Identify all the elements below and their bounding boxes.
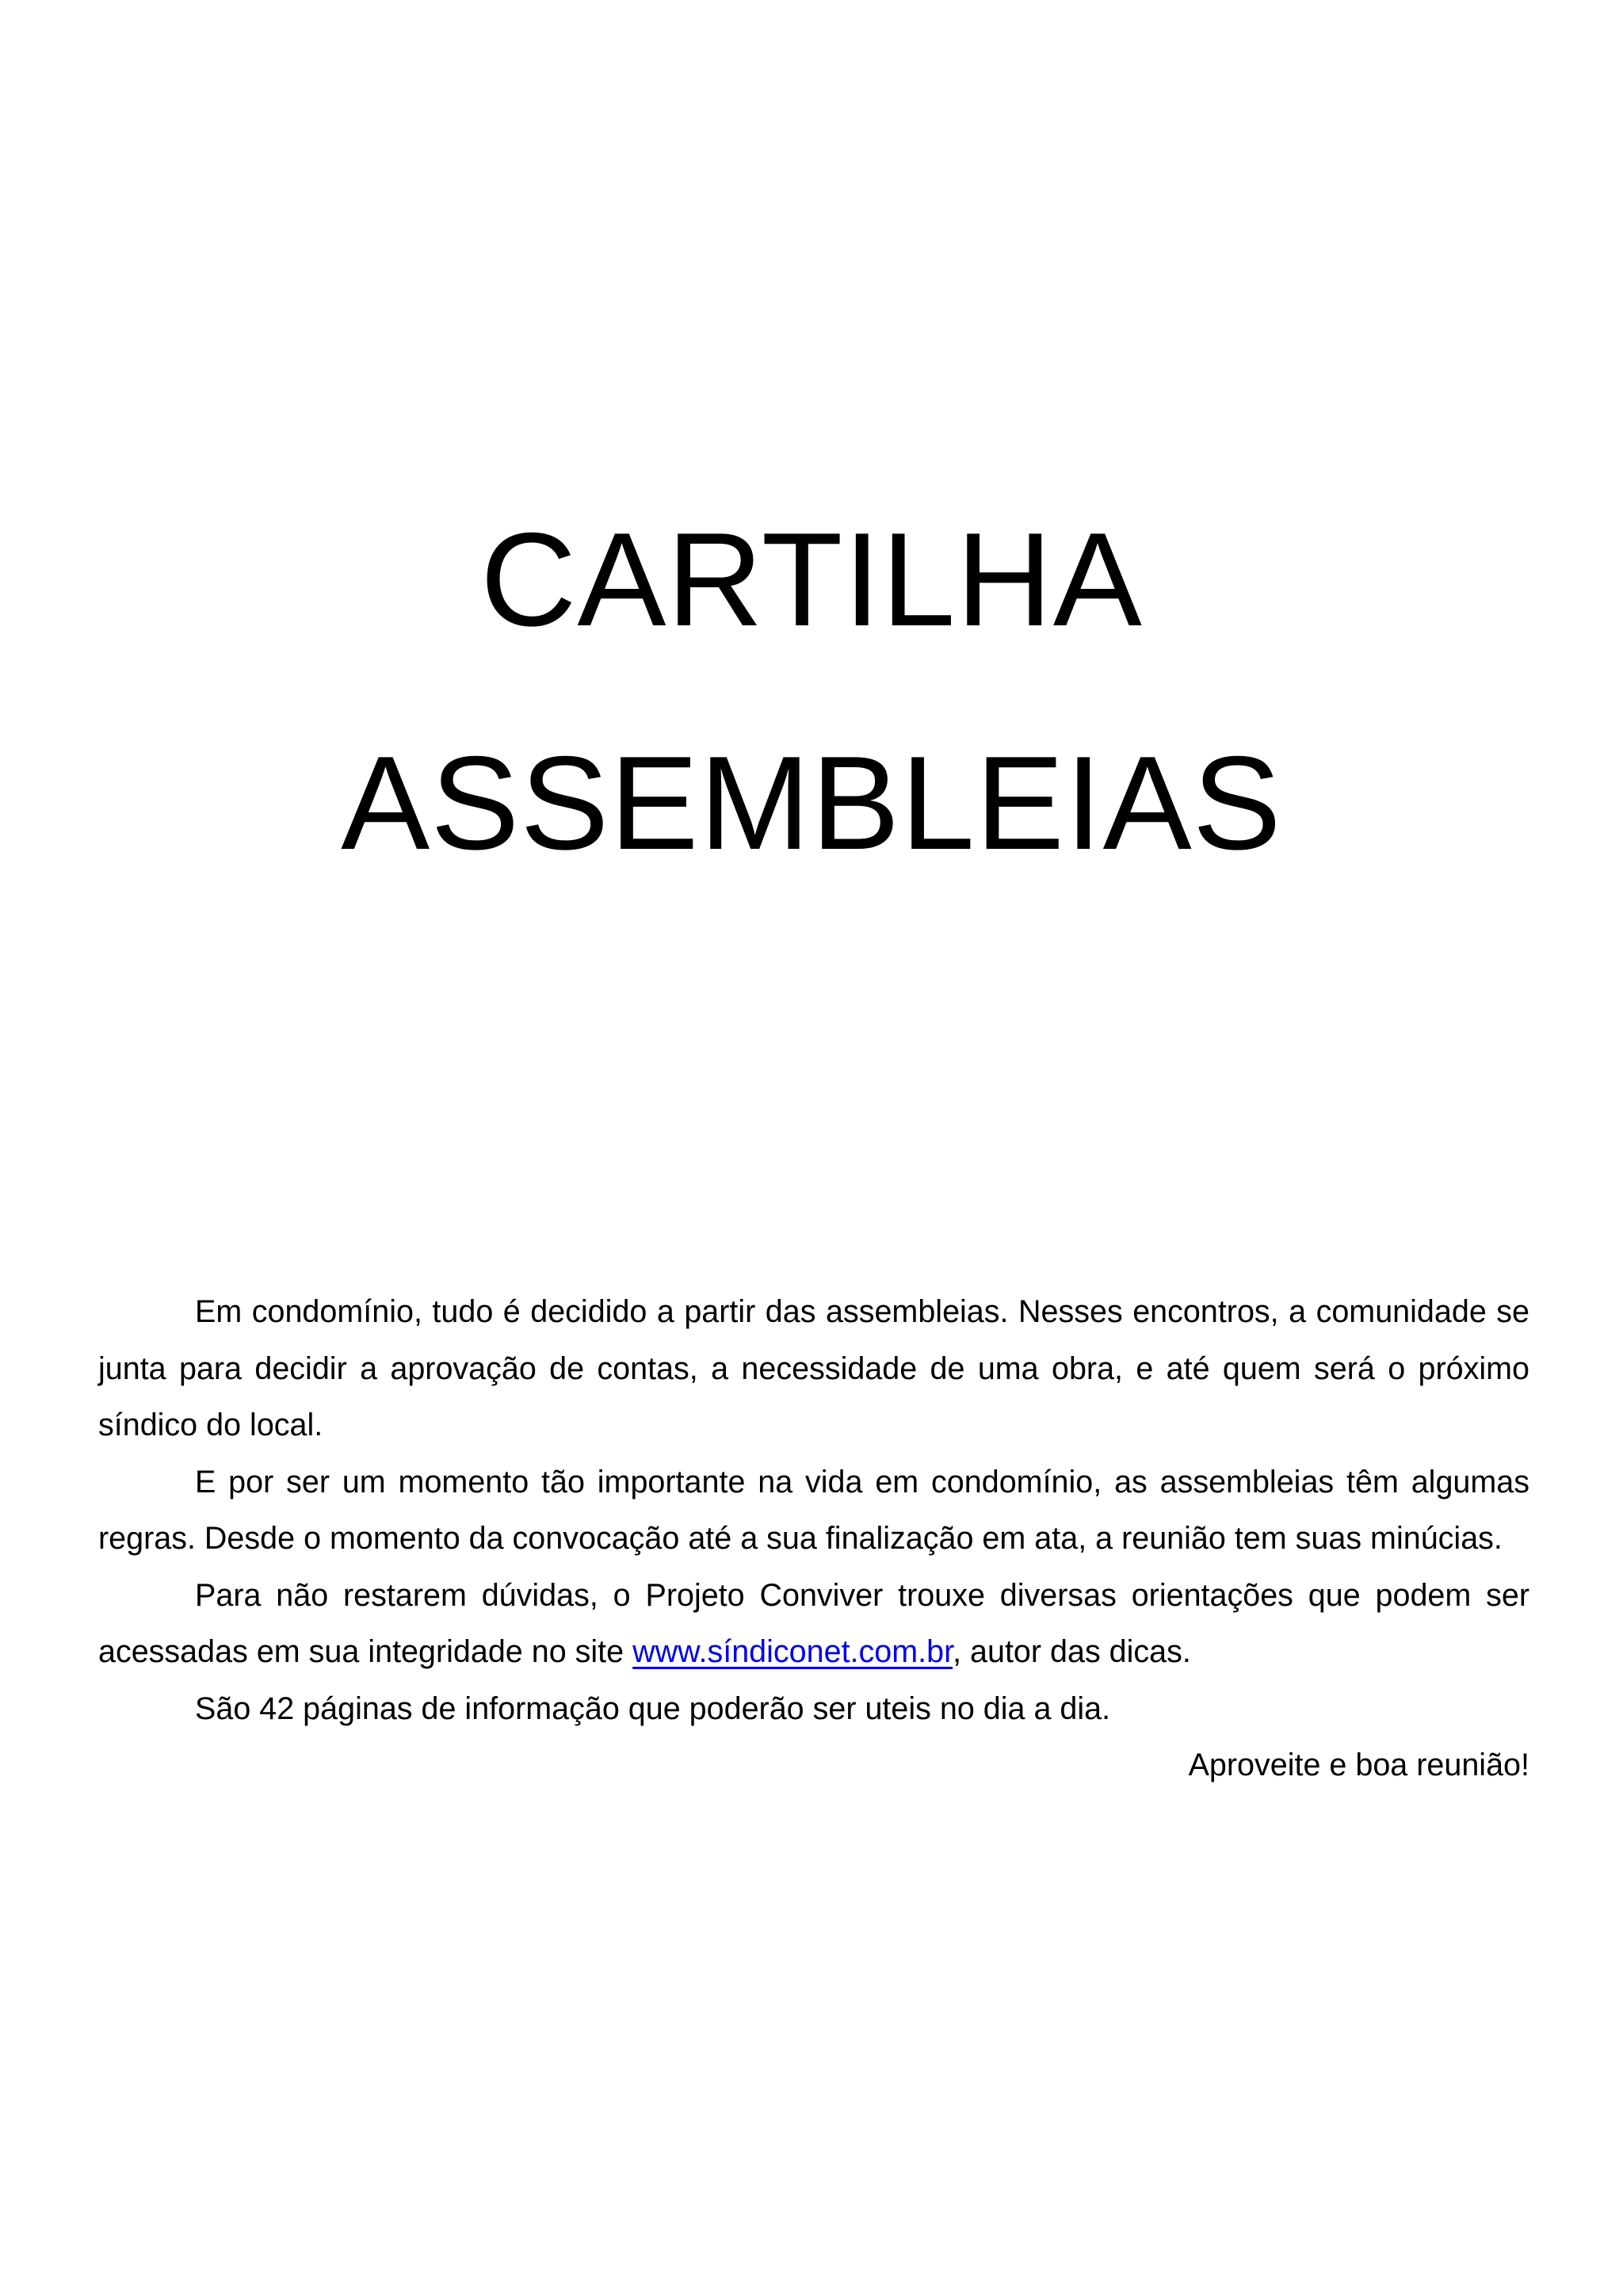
paragraph-2: E por ser um momento tão importante na vida em condomínio, as assembleias têm algumas regras. Desde o momento da convocação até a sua finalização em ata, a reunião tem suas minúcias. [98,1464,1529,1556]
paragraph-1: Em condomínio, tudo é decidido a partir das assembleias. Nesses encontros, a comunidade se junta para decidir a aprovação de contas, a necessidade de uma obra, e até quem será o próximo síndico do local. [98,1294,1529,1442]
closing-line: Aproveite e boa reunião! [1188,1748,1529,1782]
paragraph-3-after-link: , autor das dicas. [953,1634,1191,1669]
title-line-2: ASSEMBLEIAS [341,728,1282,877]
paragraph-3-before-link: Para não restarem dúvidas, o Projeto Conviver trouxe diversas orientações que podem ser acessadas em sua integridade no site [98,1577,1529,1669]
title-line-1: CARTILHA [480,505,1143,654]
title-block [0,468,1623,915]
body-text [98,1284,1529,1794]
site-link[interactable]: www.síndiconet.com.br [632,1634,953,1669]
paragraph-4: São 42 páginas de informação que poderão ser uteis no dia a dia. [195,1690,1111,1726]
paragraph-3 [98,1568,1529,1681]
